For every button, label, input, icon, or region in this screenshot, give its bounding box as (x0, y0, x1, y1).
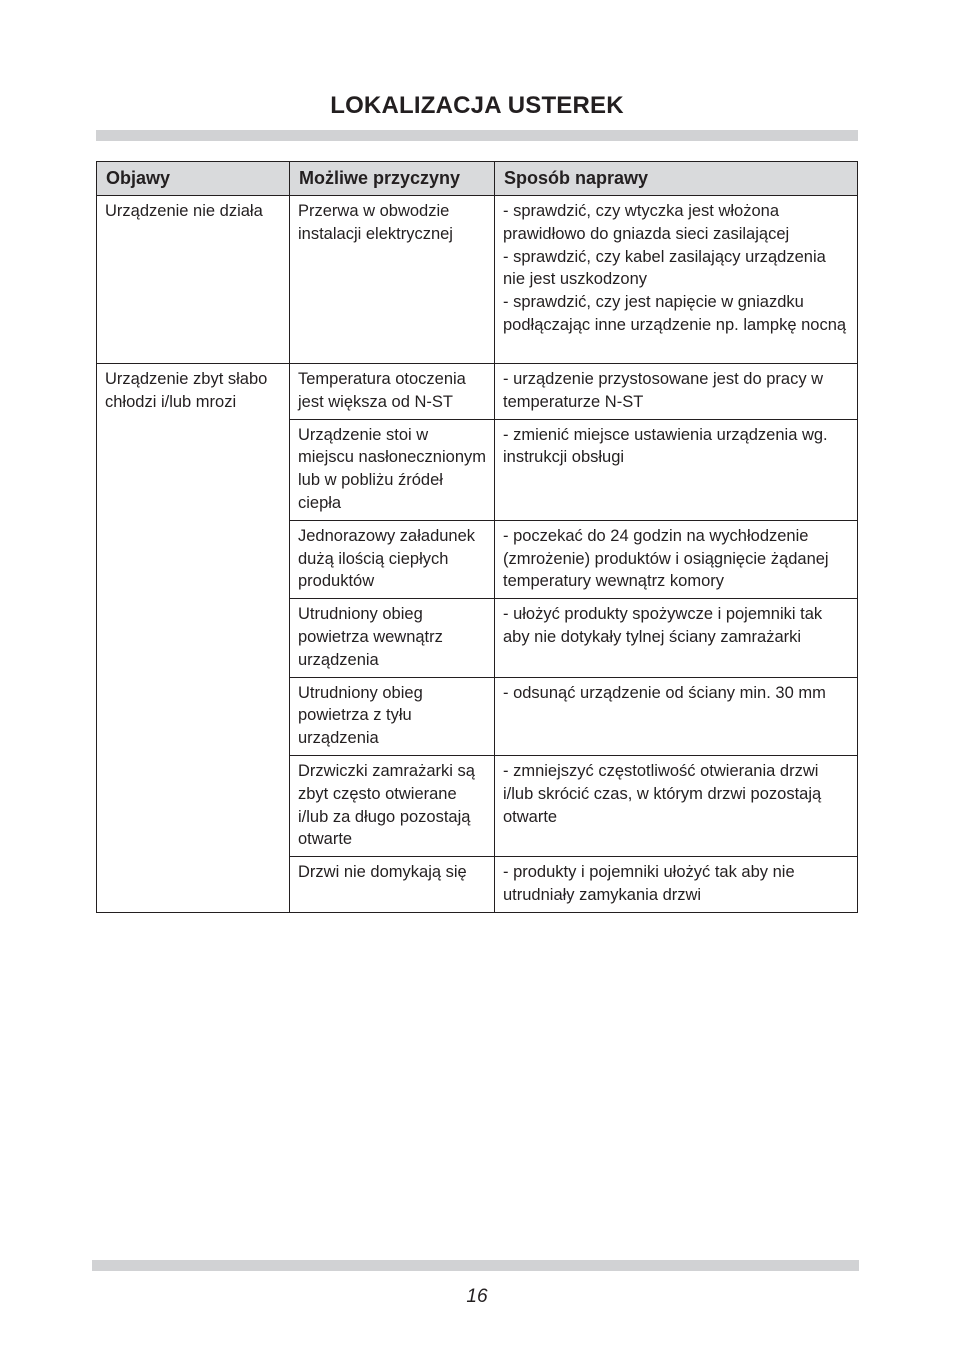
header-symptoms: Objawy (97, 162, 290, 196)
page-title: LOKALIZACJA USTEREK (330, 92, 624, 119)
remedy-cell: - urządzenie przystosowane jest do pracy w temperaturze N-ST (495, 364, 858, 420)
table-row (97, 364, 858, 420)
header-causes: Możliwe przyczyny (290, 162, 495, 196)
symptom-line: Urządzenie zbyt słabo (105, 370, 268, 388)
header-remedy: Sposób naprawy (495, 162, 858, 196)
header-divider-bar (96, 130, 858, 141)
remedy-cell: - produkty i pojemniki ułożyć tak aby nie utrudniały zamykania drzwi (495, 857, 858, 913)
footer-divider-bar (92, 1260, 859, 1271)
remedy-cell: - zmniejszyć częstotliwość otwierania drzwi i/lub skrócić czas, w którym drzwi pozostają otwarte (495, 755, 858, 856)
remedy-line: - sprawdzić, czy wtyczka jest włożona prawidłowo do gniazda sieci zasilającej (503, 202, 790, 243)
symptom-cell (97, 364, 290, 913)
symptom-line: chłodzi i/lub mrozi (105, 392, 237, 411)
cause-cell: Drzwiczki zamrażarki są zbyt często otwierane i/lub za długo pozostają otwarte (290, 755, 495, 856)
troubleshooting-table (96, 161, 858, 913)
remedy-cell: - poczekać do 24 godzin na wychłodzenie (zmrożenie) produktów i osiągnięcie żądanej temperatury wewnątrz komory (495, 520, 858, 598)
remedy-cell (495, 196, 858, 364)
cause-cell: Jednorazowy załadunek dużą ilością ciepłych produktów (290, 520, 495, 598)
table-header-row (97, 162, 858, 196)
table-row (97, 196, 858, 364)
cause-cell: Utrudniony obieg powietrza wewnątrz urządzenia (290, 599, 495, 677)
cause-cell: Urządzenie stoi w miejscu nasłonecznionym lub w pobliżu źródeł ciepła (290, 419, 495, 520)
cause-cell: Drzwi nie domykają się (290, 857, 495, 913)
cause-cell: Temperatura otoczenia jest większa od N-ST (290, 364, 495, 420)
remedy-cell: - ułożyć produkty spożywcze i pojemniki tak aby nie dotykały tylnej ściany zamrażarki (495, 599, 858, 677)
symptom-cell: Urządzenie nie działa (97, 196, 290, 364)
cause-cell: Utrudniony obieg powietrza z tyłu urządzenia (290, 677, 495, 755)
page-number: 16 (466, 1286, 488, 1307)
remedy-cell: - zmienić miejsce ustawienia urządzenia wg. instrukcji obsługi (495, 419, 858, 520)
remedy-cell: - odsunąć urządzenie od ściany min. 30 mm (495, 677, 858, 755)
cause-cell: Przerwa w obwodzie instalacji elektrycznej (290, 196, 495, 364)
remedy-line: - sprawdzić, czy jest napięcie w gniazdku podłączając inne urządzenie np. lampkę nocną (503, 293, 847, 334)
remedy-line: - sprawdzić, czy kabel zasilający urządzenia nie jest uszkodzony (503, 247, 826, 289)
